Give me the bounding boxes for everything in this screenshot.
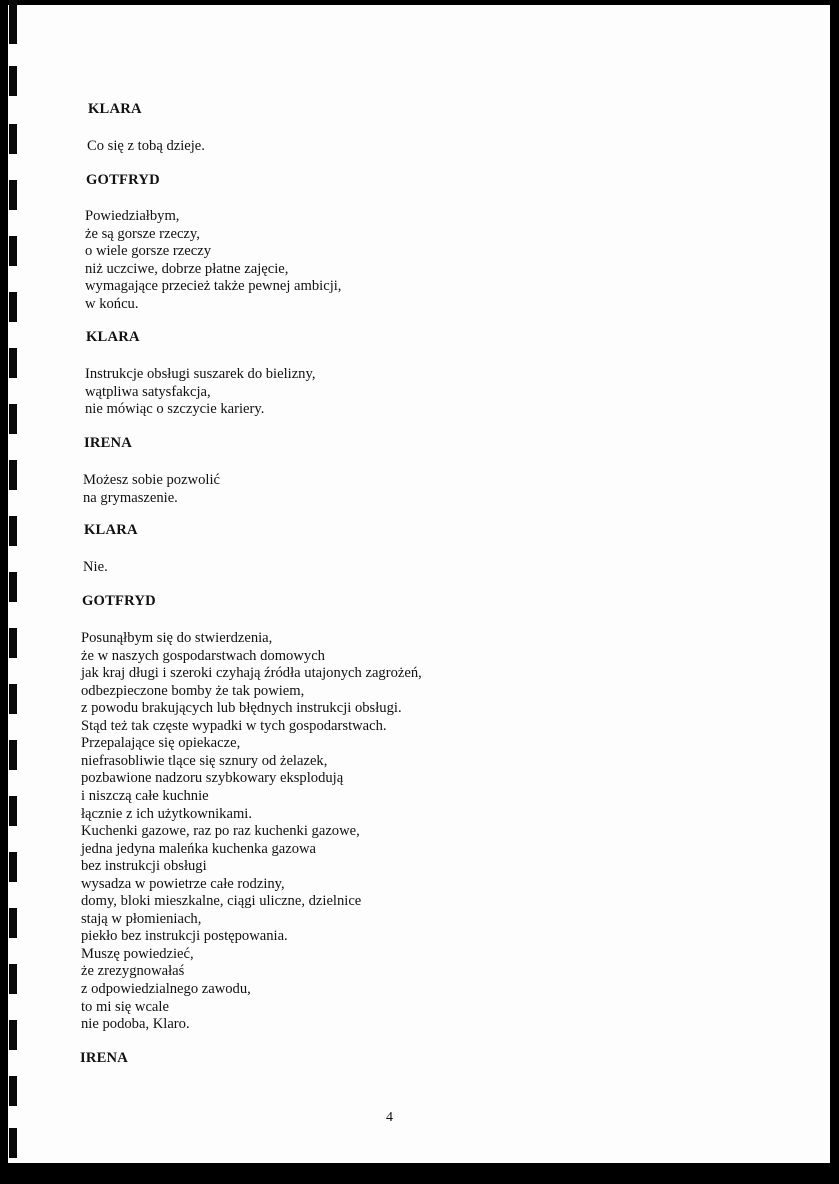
binding-hole	[9, 460, 17, 490]
dialogue-line: Muszę powiedzieć,	[81, 945, 194, 962]
binding-hole	[9, 852, 17, 882]
dialogue-line: Kuchenki gazowe, raz po raz kuchenki gazowe,	[81, 823, 360, 840]
dialogue-line: bez instrukcji obsługi	[81, 858, 207, 875]
binding-hole	[9, 628, 17, 658]
dialogue-line: że w naszych gospodarstwach domowych	[81, 647, 325, 664]
dialogue-line: piekło bez instrukcji postępowania.	[81, 928, 288, 945]
speaker-name: GOTFRYD	[82, 593, 156, 609]
binding-hole	[9, 348, 17, 378]
dialogue-line: odbezpieczone bomby że tak powiem,	[81, 682, 305, 699]
dialogue-line: że są gorsze rzeczy,	[85, 225, 200, 242]
speaker-name: KLARA	[84, 522, 138, 538]
dialogue-line: pozbawione nadzoru szybkowary eksplodują	[81, 770, 344, 787]
dialogue-line: Nie.	[83, 559, 108, 575]
dialogue-line: z powodu brakujących lub błędnych instrukcji obsługi.	[81, 700, 402, 717]
speaker-name: IRENA	[80, 1050, 129, 1066]
dialogue-line: domy, bloki mieszkalne, ciągi uliczne, dzielnice	[81, 893, 362, 910]
dialogue-line: w końcu.	[85, 295, 139, 312]
dialogue-line: wymagające przecież także pewnej ambicji,	[85, 278, 342, 295]
dialogue-line: Przepalające się opiekacze,	[81, 735, 241, 752]
dialogue-line: o wiele gorsze rzeczy	[85, 243, 211, 260]
dialogue-line: nie mówiąc o szczycie kariery.	[85, 401, 265, 418]
speaker-name: KLARA	[86, 329, 140, 345]
speaker-name: KLARA	[88, 101, 142, 117]
binding-hole	[9, 1128, 17, 1158]
dialogue-line: niefrasobliwie tlące się sznury od żelazek,	[81, 752, 328, 769]
binding-hole	[9, 908, 17, 938]
binding-hole	[9, 1020, 17, 1050]
dialogue-line: z odpowiedzialnego zawodu,	[81, 981, 251, 997]
binding-hole	[9, 1076, 17, 1106]
dialogue-line: stają w płomieniach,	[81, 910, 202, 927]
binding-hole	[9, 796, 17, 826]
dialogue-line: wysadza w powietrze całe rodziny,	[81, 875, 285, 892]
dialogue-line: że zrezygnowałaś	[81, 963, 185, 980]
binding-hole	[9, 0, 17, 44]
binding-holes	[0, 0, 20, 1184]
dialogue-line: Powiedziałbym,	[85, 208, 180, 224]
binding-hole	[9, 292, 17, 322]
dialogue-line: to mi się wcale	[81, 998, 169, 1015]
dialogue-line: Co się z tobą dzieje.	[87, 138, 205, 154]
dialogue-line: jak kraj długi i szeroki czyhają źródła utajonych zagrożeń,	[81, 665, 422, 682]
binding-hole	[9, 964, 17, 994]
dialogue-line: nie podoba, Klaro.	[81, 1016, 190, 1033]
binding-hole	[9, 516, 17, 546]
binding-hole	[9, 180, 17, 210]
dialogue-line: łącznie z ich użytkownikami.	[81, 805, 253, 822]
dialogue-line: Posunąłbym się do stwierdzenia,	[81, 630, 273, 646]
binding-hole	[9, 740, 17, 770]
dialogue-line: niż uczciwe, dobrze płatne zajęcie,	[85, 260, 289, 277]
dialogue-line: na grymaszenie.	[83, 489, 178, 506]
speaker-name: IRENA	[84, 435, 133, 451]
binding-hole	[9, 684, 17, 714]
dialogue-line: Możesz sobie pozwolić	[83, 472, 220, 488]
binding-hole	[9, 124, 17, 154]
page-number: 4	[386, 1110, 393, 1125]
binding-hole	[9, 236, 17, 266]
dialogue-line: Instrukcje obsługi suszarek do bielizny,	[85, 366, 316, 382]
binding-hole	[9, 66, 17, 96]
binding-hole	[9, 572, 17, 602]
dialogue-line: jedna jedyna maleńka kuchenka gazowa	[81, 840, 317, 857]
binding-hole	[9, 404, 17, 434]
dialogue-line: i niszczą całe kuchnie	[81, 787, 209, 804]
dialogue-line: Stąd też tak częste wypadki w tych gospodarstwach.	[81, 717, 387, 734]
speaker-name: GOTFRYD	[86, 172, 160, 188]
dialogue-line: wątpliwa satysfakcja,	[85, 383, 211, 400]
